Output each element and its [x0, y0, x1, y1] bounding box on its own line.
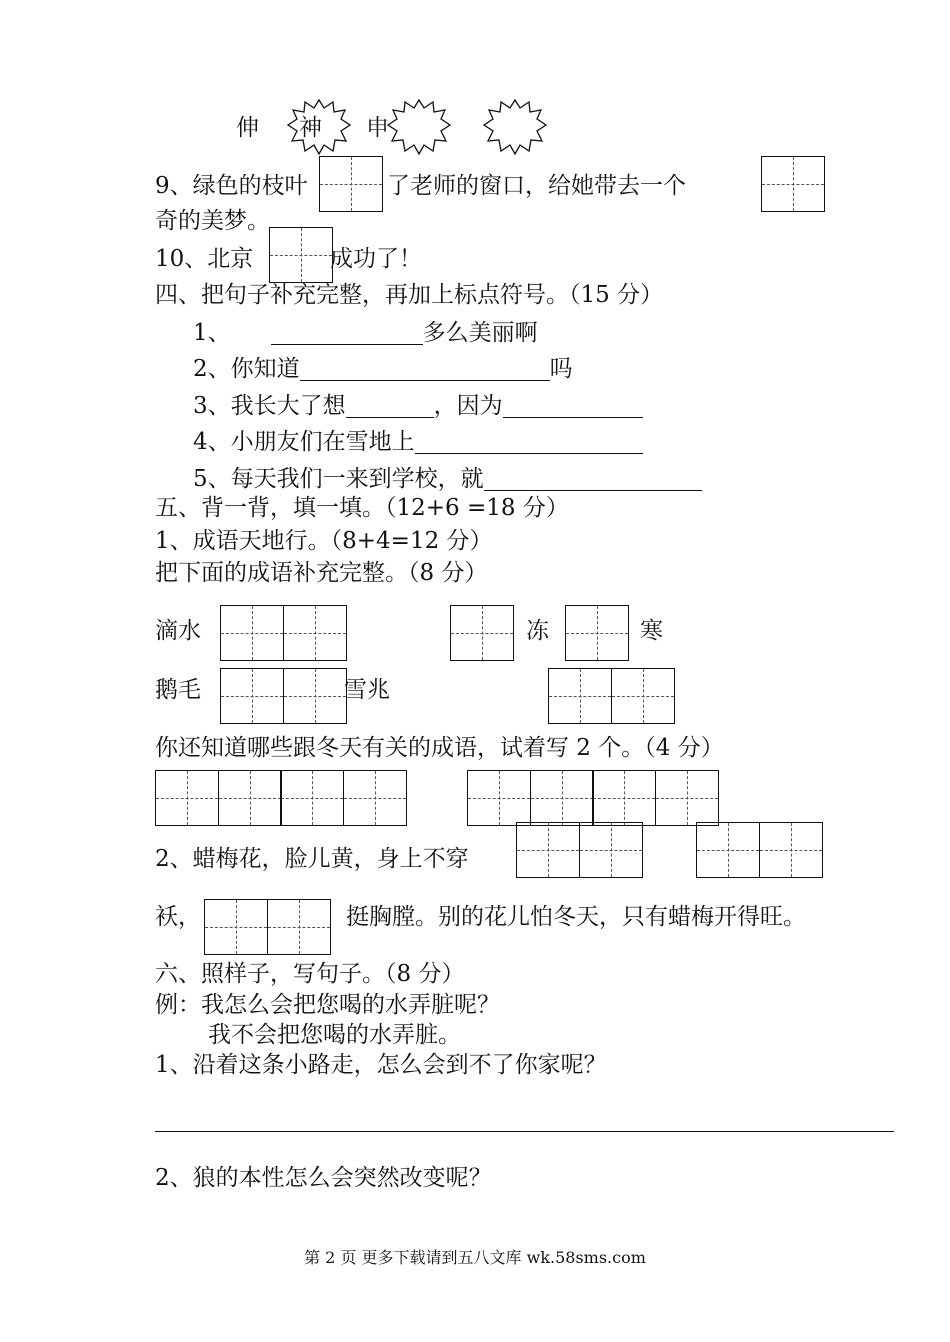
sub2-boxes1[interactable]: [516, 822, 641, 878]
s4-item1: [193, 322, 538, 345]
s4-item1-num: 1、: [193, 320, 231, 346]
q9-box2[interactable]: [761, 156, 824, 212]
idiom1-boxes[interactable]: [220, 605, 345, 661]
section5-sub2a: 2、蜡梅花，脸儿黄，身上不穿: [155, 846, 469, 872]
section6-q1: 1、沿着这条小路走，怎么会到不了你家呢？: [155, 1052, 607, 1078]
example-label: 例：我怎么会把您喝的水弄脏呢？: [155, 992, 500, 1018]
section5-heading: 五、背一背，填一填。（12+6 =18 分）: [155, 495, 569, 521]
s4-item2-after: 吗: [549, 356, 573, 382]
more-idiom1-boxes[interactable]: [155, 770, 405, 826]
sub2-boxes3[interactable]: [204, 899, 329, 955]
s4-item3-blank2[interactable]: [503, 395, 643, 418]
idiom1-text: 滴水: [155, 618, 201, 644]
s4-item5: [193, 468, 702, 491]
s4-item2-num: 2、你知道: [193, 356, 300, 382]
s4-item4: [193, 431, 643, 454]
idiom4-boxes[interactable]: [548, 668, 673, 724]
idiom3-boxes[interactable]: [220, 668, 345, 724]
page-footer: 第 2 页 更多下载请到五八文库 wk.58sms.com: [304, 1248, 646, 1267]
s4-item4-num: 4、小朋友们在雪地上: [193, 429, 415, 455]
idiom3b-text: 雪兆: [344, 677, 390, 703]
q9-line2: 奇的美梦。: [155, 208, 270, 234]
char-shen3: 申: [366, 115, 389, 141]
example-answer: 我不会把您喝的水弄脏。: [208, 1022, 461, 1048]
char-shen2: 神: [299, 115, 322, 141]
s4-item4-blank[interactable]: [415, 431, 643, 454]
q9-box1[interactable]: [319, 156, 382, 212]
idiom2-box1[interactable]: [450, 605, 513, 661]
s4-item2: [193, 358, 573, 381]
s4-item5-blank[interactable]: [484, 468, 702, 491]
sub2-boxes2[interactable]: [696, 822, 821, 878]
section5-sub1: 1、成语天地行。（8+4=12 分）: [155, 528, 493, 554]
idiom2b-text: 寒: [640, 618, 663, 644]
s4-item3: [193, 395, 643, 418]
s4-item1-after: 多么美丽啊: [422, 320, 538, 346]
idiom3-text: 鹅毛: [155, 677, 201, 703]
section5-sub2b: 袄，: [155, 904, 201, 930]
s4-item5-num: 5、每天我们一来到学校，就: [193, 466, 484, 492]
idiom2-box2[interactable]: [565, 605, 628, 661]
q9-line1b: 了老师的窗口，给她带去一个: [387, 173, 686, 199]
idiom2-text: 冻: [526, 618, 549, 644]
s4-item3-num: 3、我长大了想: [193, 393, 346, 419]
q9-line1a: 9、绿色的枝叶: [155, 173, 308, 199]
q10-box[interactable]: [269, 227, 332, 283]
char-shen1: 伸: [236, 115, 259, 141]
s4-item2-blank[interactable]: [300, 358, 550, 381]
section6-q2: 2、狼的本性怎么会突然改变呢？: [155, 1165, 492, 1191]
starburst-icon: [482, 98, 548, 156]
s4-item3-mid: ，因为: [433, 393, 503, 419]
section6-heading: 六、照样子，写句子。（8 分）: [155, 961, 465, 987]
starburst-icon: [386, 98, 452, 156]
section5-instr: 把下面的成语补充完整。（8 分）: [155, 560, 488, 586]
q10-a: 10、北京: [155, 246, 254, 272]
q10-b: 成功了！: [330, 246, 422, 272]
section4-heading: 四、把句子补充完整，再加上标点符号。（15 分）: [155, 282, 664, 308]
section5-more: 你还知道哪些跟冬天有关的成语，试着写 2 个。（4 分）: [155, 735, 724, 761]
s4-item1-blank[interactable]: [271, 322, 423, 345]
more-idiom2-boxes[interactable]: [467, 770, 717, 826]
s4-item3-blank1[interactable]: [346, 395, 434, 418]
answer-line[interactable]: [155, 1131, 894, 1132]
section5-sub2c: 挺胸膛。别的花儿怕冬天，只有蜡梅开得旺。: [346, 904, 806, 930]
